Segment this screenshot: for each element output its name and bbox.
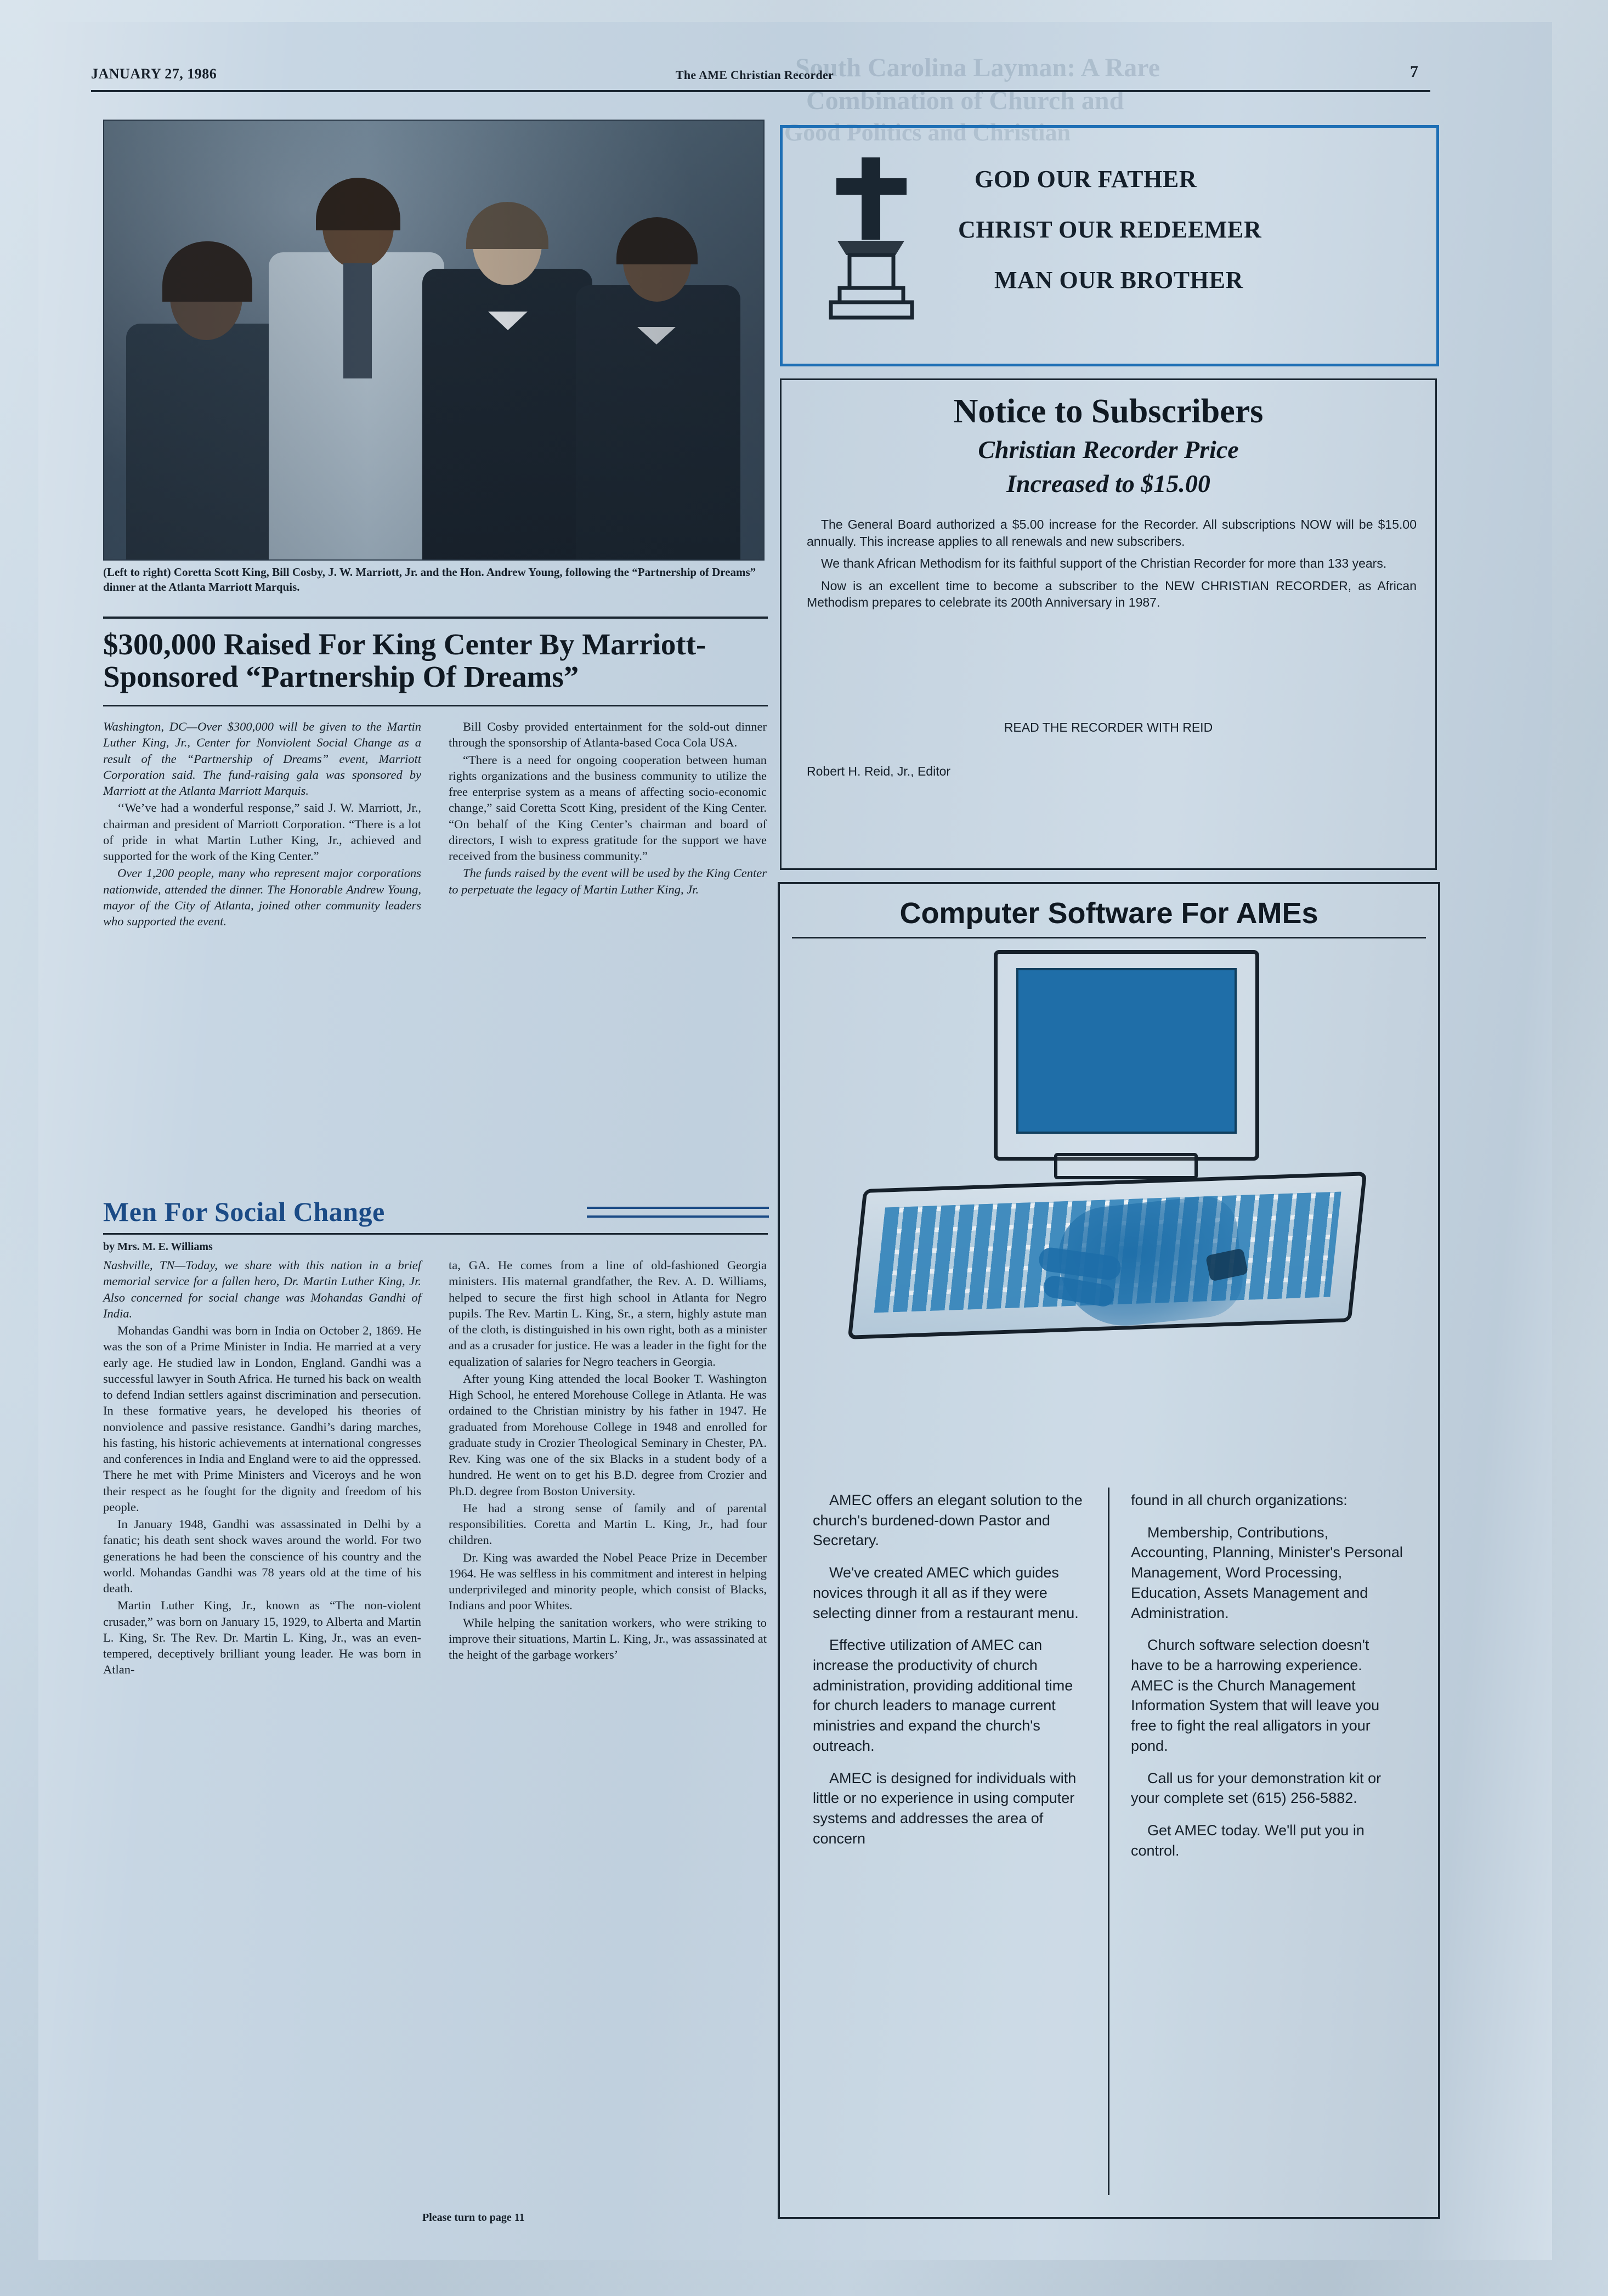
software-ad-col2-para-4: Call us for your demonstration kit or your complete set (615) 256-5882. bbox=[1131, 1769, 1381, 1807]
photo-caption: (Left to right) Coretta Scott King, Bill Cosby, J. W. Marriott, Jr. and the Hon. Andrew Young, following the “Partnership of Dreams” dinner at the Atlanta Marriott Marquis. bbox=[103, 565, 756, 593]
notice-subheading-line2: Increased to $15.00 bbox=[1006, 470, 1210, 497]
photo-partnership-of-dreams bbox=[103, 120, 765, 561]
article2-col1-para-1: Nashville, TN—Today, we share with this nation in a brief memorial service for a fallen hero, Dr. Martin Luther King, Jr. Also concerned for social change was Mohandas Gandhi of India. bbox=[103, 1258, 421, 1320]
newspaper-page bbox=[38, 22, 1552, 2260]
computer-illustration bbox=[824, 945, 1389, 1383]
photo-shading bbox=[104, 121, 763, 559]
article2-headline-rule-top bbox=[587, 1207, 769, 1209]
notice-heading: Notice to Subscribers bbox=[953, 393, 1264, 430]
slogan-box bbox=[780, 125, 1439, 366]
notice-body bbox=[807, 516, 1417, 617]
article2-col1-para-4: Martin Luther King, Jr., known as “The non-violent crusader,” was born on January 15, 1929, to Alberta and Martin L. King, Sr. The Rev. Dr. Martin L. King, Jr., was an even-tempered, deceptively brilliant young leader. He was born in Atlan- bbox=[103, 1598, 421, 1677]
article1-col1-para-1: Washington, DC—Over $300,000 will be given to the Martin Luther King, Jr., Center for Nonviolent Social Change as a result of the “Partnership of Dreams” event, Marriott Corporation said. The fund-raising gala was sponsored by Marriott at the Atlanta Marriott Marquis. bbox=[103, 720, 421, 798]
masthead-rule bbox=[91, 90, 1430, 92]
article2-column-1 bbox=[103, 1257, 421, 1679]
article2-col2-para-2: After young King attended the local Booker T. Washington High School, he entered Morehouse College in Atlanta. He was ordained to the Christian ministry by his father in 1947. He graduated from Morehouse College in 1948 and enrolled for graduate study in Crozier Theological Seminary in Chester, PA. Rev. King was one of the six Blacks in a student body of a hundred. He went on to get his B.D. degree from Crozier and Ph.D. degree from Boston University. bbox=[449, 1371, 767, 1498]
notice-tagline: READ THE RECORDER WITH REID bbox=[1004, 720, 1213, 734]
software-ad-heading: Computer Software For AMEs bbox=[899, 897, 1318, 930]
ghost-text-line2: Combination of Church and bbox=[806, 86, 1124, 115]
slogan-line-1: GOD OUR FATHER bbox=[975, 166, 1197, 193]
software-ad-col1-para-2: We've created AMEC which guides novices through it all as if they were selecting dinner from a restaurant menu. bbox=[813, 1564, 1079, 1621]
article2-column-2 bbox=[449, 1257, 767, 1664]
monitor-screen bbox=[1016, 968, 1237, 1134]
article1-col2-para-3: The funds raised by the event will be used by the King Center to perpetuate the legacy of Martin Luther King, Jr. bbox=[449, 866, 767, 896]
continued-notice: Please turn to page 11 bbox=[422, 2212, 525, 2224]
article1-col2-para-2: “There is a need for ongoing cooperation between human rights organizations and the business community to utilize the free enterprise system as a means of affecting socio-economic change,” said Coretta Scott King, president of the King Center. “On behalf of the King Center’s chairman and board of directors, I wish to express gratitude for the support we have received from the business community.” bbox=[449, 753, 767, 863]
article2-col2-para-4: Dr. King was awarded the Nobel Peace Prize in December 1964. He was selfless in his commitment and interest in helping underprivileged and minority people, which consist of Blacks, Indians and poor Whites. bbox=[449, 1550, 767, 1613]
software-ad-col2-para-5: Get AMEC today. We'll put you in control. bbox=[1131, 1822, 1364, 1859]
article1-headline: $300,000 Raised For King Center By Marriott-Sponsored “Partnership Of Dreams” bbox=[103, 627, 706, 694]
article1-col1-para-3: Over 1,200 people, many who represent major corporations nationwide, attended the dinner. The Honorable Andrew Young, mayor of the City of Atlanta, joined other community leaders who supported the event. bbox=[103, 866, 421, 928]
article1-column-1 bbox=[103, 719, 421, 930]
page-number: 7 bbox=[1410, 63, 1418, 81]
software-ad-column-1 bbox=[813, 1490, 1087, 1861]
cross-on-pedestal-icon bbox=[803, 148, 941, 329]
article1-rule bbox=[103, 705, 768, 706]
software-ad-col1-para-3: Effective utilization of AMEC can increase the productivity of church administration, providing additional time for church leaders to manage current ministries and expand the church's outreach. bbox=[813, 1637, 1073, 1754]
notice-para-2: We thank African Methodism for its faithful support of the Christian Recorder for more than 133 years. bbox=[821, 556, 1387, 571]
software-ad-col2-para-3: Church software selection doesn't have to be a harrowing experience. AMEC is the Church Management Information System that will leave you free to fight the real alligators in your pond. bbox=[1131, 1637, 1380, 1754]
article2-col2-para-3: He had a strong sense of family and of parental responsibilities. Coretta and Martin L. King, Jr., had four children. bbox=[449, 1501, 767, 1547]
article2-col1-para-2: Mohandas Gandhi was born in India on October 2, 1869. He was the son of a Prime Minister in India. He married at a very early age. He studied law in London, England. Gandhi was a successful lawyer in South Africa. He turned his back on wealth to defend Indian settlers against discrimination and persecution. In these formative years, he developed his theories of nonviolence and passive resistance. Gandhi’s daring marches, his fasting, his historic achievements at international congresses and conferences in India and England were to aid the oppressed. There he met with Prime Ministers and Viceroys and he won their respect as he fought for the dignity and freedom of his people. bbox=[103, 1324, 421, 1514]
article2-headline-rule-bottom bbox=[587, 1215, 769, 1218]
caption-rule bbox=[103, 617, 768, 619]
article1-col2-para-1: Bill Cosby provided entertainment for the sold-out dinner through the sponsorship of Atlanta-based Coca Cola USA. bbox=[449, 720, 767, 750]
computer-software-ad bbox=[778, 882, 1440, 2219]
slogan-line-3: MAN OUR BROTHER bbox=[994, 267, 1243, 293]
software-ad-column-divider bbox=[1108, 1488, 1109, 2195]
ghost-text-line1: South Carolina Layman: A Rare bbox=[795, 53, 1160, 82]
article2-col2-para-5: While helping the sanitation workers, who were striking to improve their situations, Martin L. King, Jr., was assassinated at the height of the garbage workers’ bbox=[449, 1615, 767, 1661]
monitor-stand bbox=[1054, 1153, 1198, 1179]
article2-col1-para-3: In January 1948, Gandhi was assassinated in Delhi by a fanatic; his death sent shock waves around the world. For two generations he had been the conscience of his country and the world. Mohandas Gandhi was 78 years old at the time of his death. bbox=[103, 1517, 421, 1595]
notice-to-subscribers-box bbox=[780, 378, 1437, 870]
article2-rule bbox=[103, 1233, 768, 1235]
article1-col1-para-2: ‘‘We’ve had a wonderful response,” said J. W. Marriott, Jr., chairman and president of Marriott Corporation. “There is a lot of pride in what Martin Luther King, Jr., achieved and supported for the work of the King Center.” bbox=[103, 801, 421, 863]
slogan-line-2: CHRIST OUR REDEEMER bbox=[958, 216, 1262, 243]
notice-editor: Robert H. Reid, Jr., Editor bbox=[807, 764, 951, 778]
notice-para-1: The General Board authorized a $5.00 increase for the Recorder. All subscriptions NOW will be $15.00 annually. This increase applies to all renewals and new subscribers. bbox=[807, 517, 1417, 548]
notice-para-3: Now is an excellent time to become a subscriber to the NEW CHRISTIAN RECORDER, as African Methodism prepares to celebrate its 200th Anniversary in 1987. bbox=[807, 578, 1417, 610]
article2-col2-para-1: ta, GA. He comes from a line of old-fashioned Georgia ministers. His maternal grandfather, the Rev. A. D. Williams, helped to secure the first high school in Atlanta for Negro pupils. The Rev. Martin L. King, Sr., a stern, highly astute man of the cloth, is distinguished in his own right, both as a minister and as a crusader for justice. He was a leader in the fight for the equalization of salaries for Negro teachers in Georgia. bbox=[449, 1258, 767, 1368]
software-ad-col2-para-2: Membership, Contributions, Accounting, Planning, Minister's Personal Management, Word Processing, Education, Assets Management and Administration. bbox=[1131, 1524, 1403, 1621]
publication-title: The AME Christian Recorder bbox=[675, 68, 834, 82]
article2-headline: Men For Social Change bbox=[103, 1196, 385, 1227]
software-ad-col1-para-4: AMEC is designed for individuals with little or no experience in using computer systems and addresses the area of concern bbox=[813, 1769, 1077, 1847]
article2-byline: by Mrs. M. E. Williams bbox=[103, 1241, 213, 1253]
software-ad-column-2 bbox=[1131, 1490, 1405, 1873]
software-ad-col2-para-1: found in all church organizations: bbox=[1131, 1492, 1347, 1508]
software-ad-col1-para-1: AMEC offers an elegant solution to the church's burdened-down Pastor and Secretary. bbox=[813, 1492, 1083, 1549]
ghost-text-line3: Good Politics and Christian bbox=[784, 119, 1071, 146]
notice-subheading-line1: Christian Recorder Price bbox=[978, 436, 1239, 463]
article1-column-2 bbox=[449, 719, 767, 898]
software-ad-heading-rule bbox=[792, 937, 1426, 938]
issue-date: JANUARY 27, 1986 bbox=[91, 66, 217, 82]
monitor-icon bbox=[994, 950, 1259, 1161]
